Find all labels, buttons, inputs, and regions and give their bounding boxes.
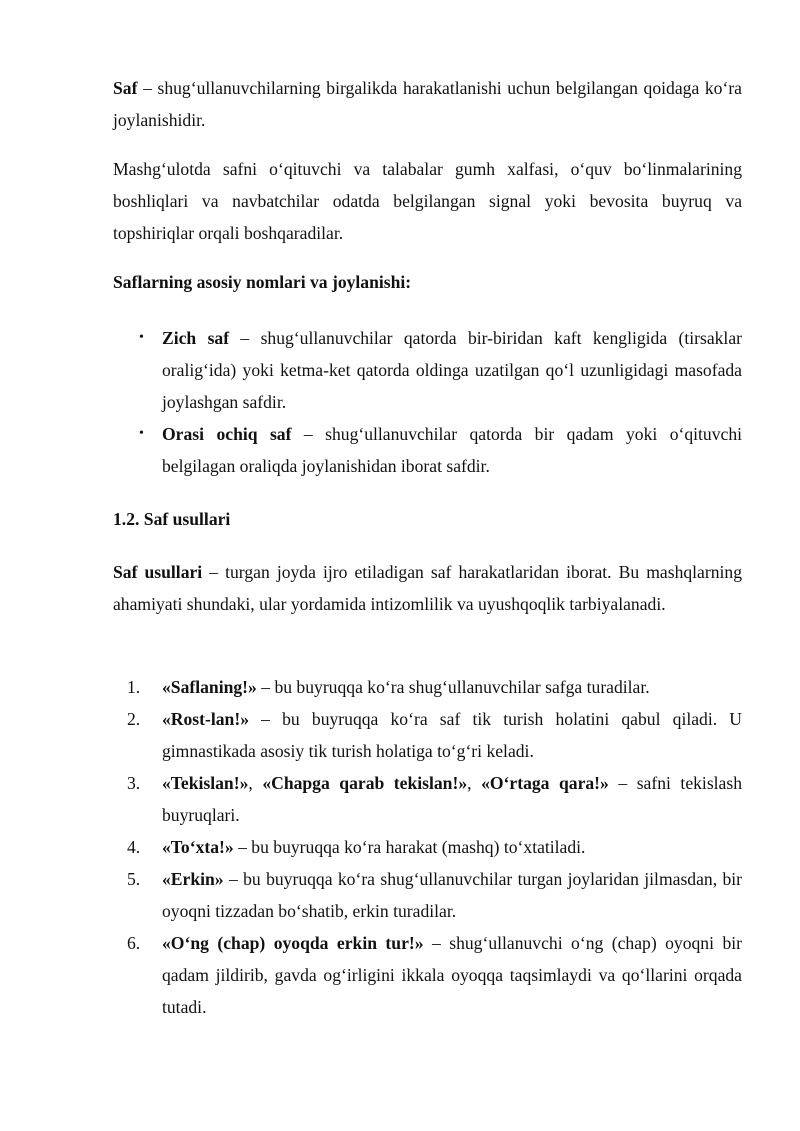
command-description: – safni tekislash buyruqlari. (162, 773, 743, 825)
definition-paragraph-saf (113, 72, 742, 136)
list-number: 3. (127, 773, 141, 793)
numbered-item-4 (113, 831, 742, 863)
numbered-item-1 (113, 671, 742, 703)
numbered-item-text (162, 863, 742, 927)
command-term: «Rost-lan!» (162, 709, 249, 729)
command-description: – bu buyruqqa ko‘ra saf tik turish holatini qabul qiladi. U gimnastikada asosiy tik turish holatiga to‘g‘ri keladi. (162, 709, 742, 761)
list-number: 2. (127, 709, 141, 729)
command-term: «Saflaning!» (162, 677, 257, 697)
command-description: – bu buyruqqa ko‘ra shug‘ullanuvchilar safga turadilar. (256, 677, 650, 697)
list-number: 4. (127, 837, 141, 857)
heading-text: Saflarning asosiy nomlari va joylanishi: (113, 272, 412, 292)
command-description: , (248, 773, 263, 793)
numbered-item-text (162, 927, 742, 1023)
list-number: 6. (127, 933, 141, 953)
numbered-item-text (162, 671, 742, 703)
section-heading-formations (113, 266, 742, 298)
bullet-marker: • (139, 426, 144, 441)
term-orasi-ochiq-saf: Orasi ochiq saf (162, 424, 292, 444)
bullet-marker: • (139, 330, 144, 345)
command-description: – bu buyruqqa ko‘ra shug‘ullanuvchilar turgan joylaridan jilmasdan, bir oyoqni tizzadan bo‘shatib, erkin turadilar. (162, 869, 742, 921)
list-number: 5. (127, 869, 141, 889)
section-heading-saf-usullari (113, 503, 742, 535)
definition-paragraph-saf-usullari (113, 556, 742, 620)
paragraph-text: Mashg‘ulotda safni o‘qituvchi va talabalar gumh xalfasi, o‘quv bo‘linmalarining boshliqlari va navbatchilar odatda belgilangan signal yoki bevosita buyruq va topshiriqlar orqali boshqaradilar. (113, 159, 742, 243)
term-zich-saf: Zich saf (162, 328, 230, 348)
command-term: «O‘ng (chap) oyoqda erkin tur!» (162, 933, 424, 953)
command-term: «Erkin» (162, 869, 224, 889)
term-saf-usullari: Saf usullari (113, 562, 203, 582)
numbered-item-3 (113, 767, 742, 831)
bullet-text: – shug‘ullanuvchilar qatorda bir qadam yoki o‘qituvchi belgilagan oraliqda joylanishidan iborat safdir. (162, 424, 743, 476)
heading-text: 1.2. Saf usullari (113, 509, 231, 529)
bullet-item-zich-saf (113, 322, 742, 418)
command-description: – bu buyruqqa ko‘ra harakat (mashq) to‘xtatiladi. (233, 837, 586, 857)
command-term: «To‘xta!» (162, 837, 234, 857)
numbered-item-text (162, 767, 742, 831)
definition-text: – turgan joyda ijro etiladigan saf harakatlaridan iborat. Bu mashqlarning ahamiyati shundaki, ular yordamida intizomlilik va uyushqoqlik tarbiyalanadi. (113, 562, 743, 614)
numbered-item-text (162, 703, 742, 767)
command-term: «O‘rtaga qara!» (481, 773, 609, 793)
numbered-item-6 (113, 927, 742, 1023)
command-description: – shug‘ullanuvchi o‘ng (chap) oyoqni bir qadam jildirib, gavda og‘irligini ikkala oyoqqa taqsimlaydi va qo‘llarini orqada tutadi. (162, 933, 742, 1017)
list-number: 1. (127, 677, 141, 697)
numbered-item-5 (113, 863, 742, 927)
numbered-item-2 (113, 703, 742, 767)
term-saf: Saf (113, 78, 138, 98)
paragraph-saf-control (113, 153, 742, 249)
numbered-item-text (162, 831, 742, 863)
bullet-text: – shug‘ullanuvchilar qatorda bir-biridan kaft kengligida (tirsaklar oralig‘ida) yoki ketma-ket qatorda oldinga uzatilgan qo‘l uzunligidagi masofada joylashgan safdir. (162, 328, 742, 412)
command-term: «Tekislan!» (162, 773, 249, 793)
command-term: «Chapga qarab tekislan!» (262, 773, 468, 793)
bullet-item-orasi-ochiq-saf (113, 418, 742, 482)
definition-text: – shug‘ullanuvchilarning birgalikda harakatlanishi uchun belgilangan qoidaga ko‘ra joylanishidir. (113, 78, 742, 130)
command-description: , (467, 773, 482, 793)
